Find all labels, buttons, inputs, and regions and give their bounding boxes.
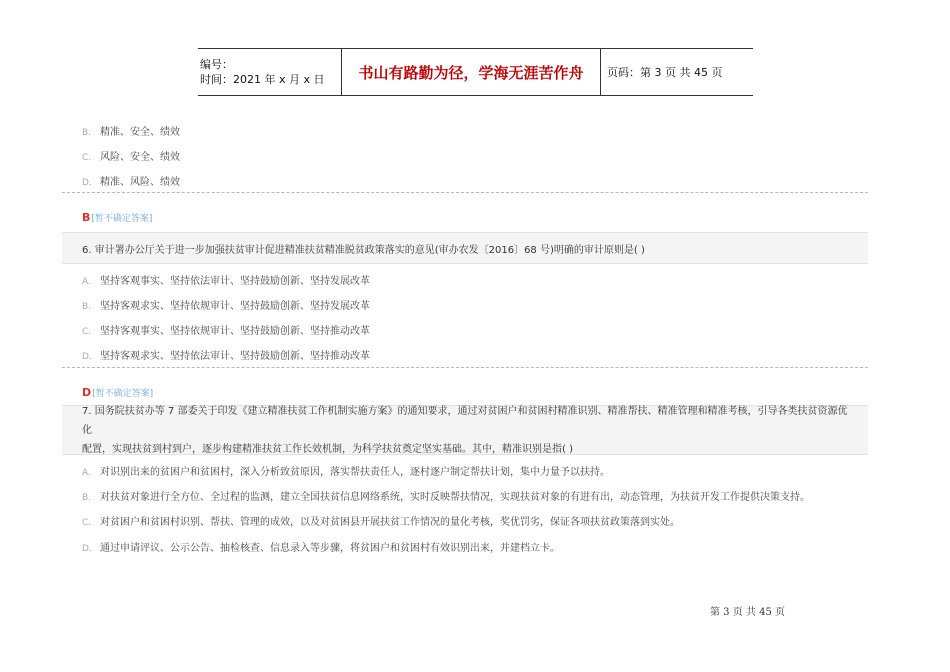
option-letter: C. [82,518,92,528]
option-letter: B. [82,128,92,138]
option-text: 坚持客观事实、坚持依法审计、坚持鼓励创新、坚持发展改革 [100,276,370,287]
option-letter: A. [82,468,91,478]
question-text: 6. 审计署办公厅关于进一步加强扶贫审计促进精准扶贫精准脱贫政策落实的意见(审办农发〔2016〕68 号)明确的审计原则是( ) [82,244,645,256]
q7-option-a[interactable] [82,463,610,478]
q7-option-c[interactable] [82,513,680,528]
option-text: 坚持客观求实、坚持依规审计、坚持鼓励创新、坚持发展改革 [100,301,370,312]
question-line: 7. 国务院扶贫办等 7 部委关于印发《建立精准扶贫工作机制实施方案》的通知要求，通过对贫困户和贫困村精准识别、精准帮扶、精准管理和精准考核，引导各类扶贫资源优化 [82,405,848,436]
option-text: 通过申请评议、公示公告、抽检核查、信息录入等步骤，将贫困户和贫困村有效识别出来，并建档立卡。 [100,543,560,554]
number-label: 编号： [200,58,233,71]
page-header [198,48,753,96]
q5-answer [82,211,152,224]
option-letter: A. [82,277,91,287]
option-letter: B. [82,493,92,503]
q5-option-d[interactable] [82,173,180,188]
option-text: 对贫困户和贫困村识别、帮扶、管理的成效，以及对贫困县开展扶贫工作情况的量化考核，奖优罚劣，保证各项扶贫政策落到实处。 [100,517,680,528]
question-line: 配置，实现扶贫到村到户，逐步构建精准扶贫工作长效机制，为科学扶贫奠定坚实基础。其中，精准识别是指( ) [82,443,573,455]
option-letter: B. [82,302,92,312]
option-text: 精准、安全、绩效 [100,127,180,138]
q6-option-c[interactable] [82,322,370,337]
option-text: 对扶贫对象进行全方位、全过程的监测，建立全国扶贫信息网络系统，实时反映帮扶情况，实现扶贫对象的有进有出，动态管理，为扶贫开发工作提供决策支持。 [100,492,810,503]
option-letter: D. [82,544,92,554]
answer-note: [暂不确定答案] [92,389,154,399]
option-letter: C. [82,327,92,337]
q6-option-b[interactable] [82,297,370,312]
option-letter: D. [82,178,92,188]
option-text: 对识别出来的贫困户和贫困村，深入分析致贫原因，落实帮扶责任人，逐村逐户制定帮扶计划，集中力量予以扶持。 [100,467,610,478]
q7-option-d[interactable] [82,539,560,554]
header-left [198,49,341,95]
option-letter: D. [82,352,92,362]
q6-option-a[interactable] [82,272,370,287]
header-motto: 书山有路勤为径，学海无涯苦作舟 [341,49,601,95]
q5-option-b[interactable] [82,123,180,138]
q6-question [62,232,868,264]
option-text: 坚持客观求实、坚持依法审计、坚持鼓励创新、坚持推动改革 [100,351,370,362]
answer-note: [暂不确定答案] [91,214,153,224]
divider [62,192,868,193]
q6-option-d[interactable] [82,347,370,362]
option-letter: C. [82,153,92,163]
divider [62,367,868,368]
option-text: 精准、风险、绩效 [100,177,180,188]
answer-key: B [82,211,91,224]
option-text: 风险、安全、绩效 [100,152,180,163]
answer-key: D [82,386,92,399]
header-page-info: 页码：第 3 页 共 45 页 [607,66,723,79]
q7-option-b[interactable] [82,488,810,503]
time-label: 时间：2021 年 x 月 x 日 [200,73,325,86]
page-footer: 第 3 页 共 45 页 [710,607,785,618]
q5-option-c[interactable] [82,148,180,163]
question-text [82,402,848,459]
q7-question [62,405,868,455]
option-text: 坚持客观事实、坚持依规审计、坚持鼓励创新、坚持推动改革 [100,326,370,337]
q6-answer [82,386,153,399]
